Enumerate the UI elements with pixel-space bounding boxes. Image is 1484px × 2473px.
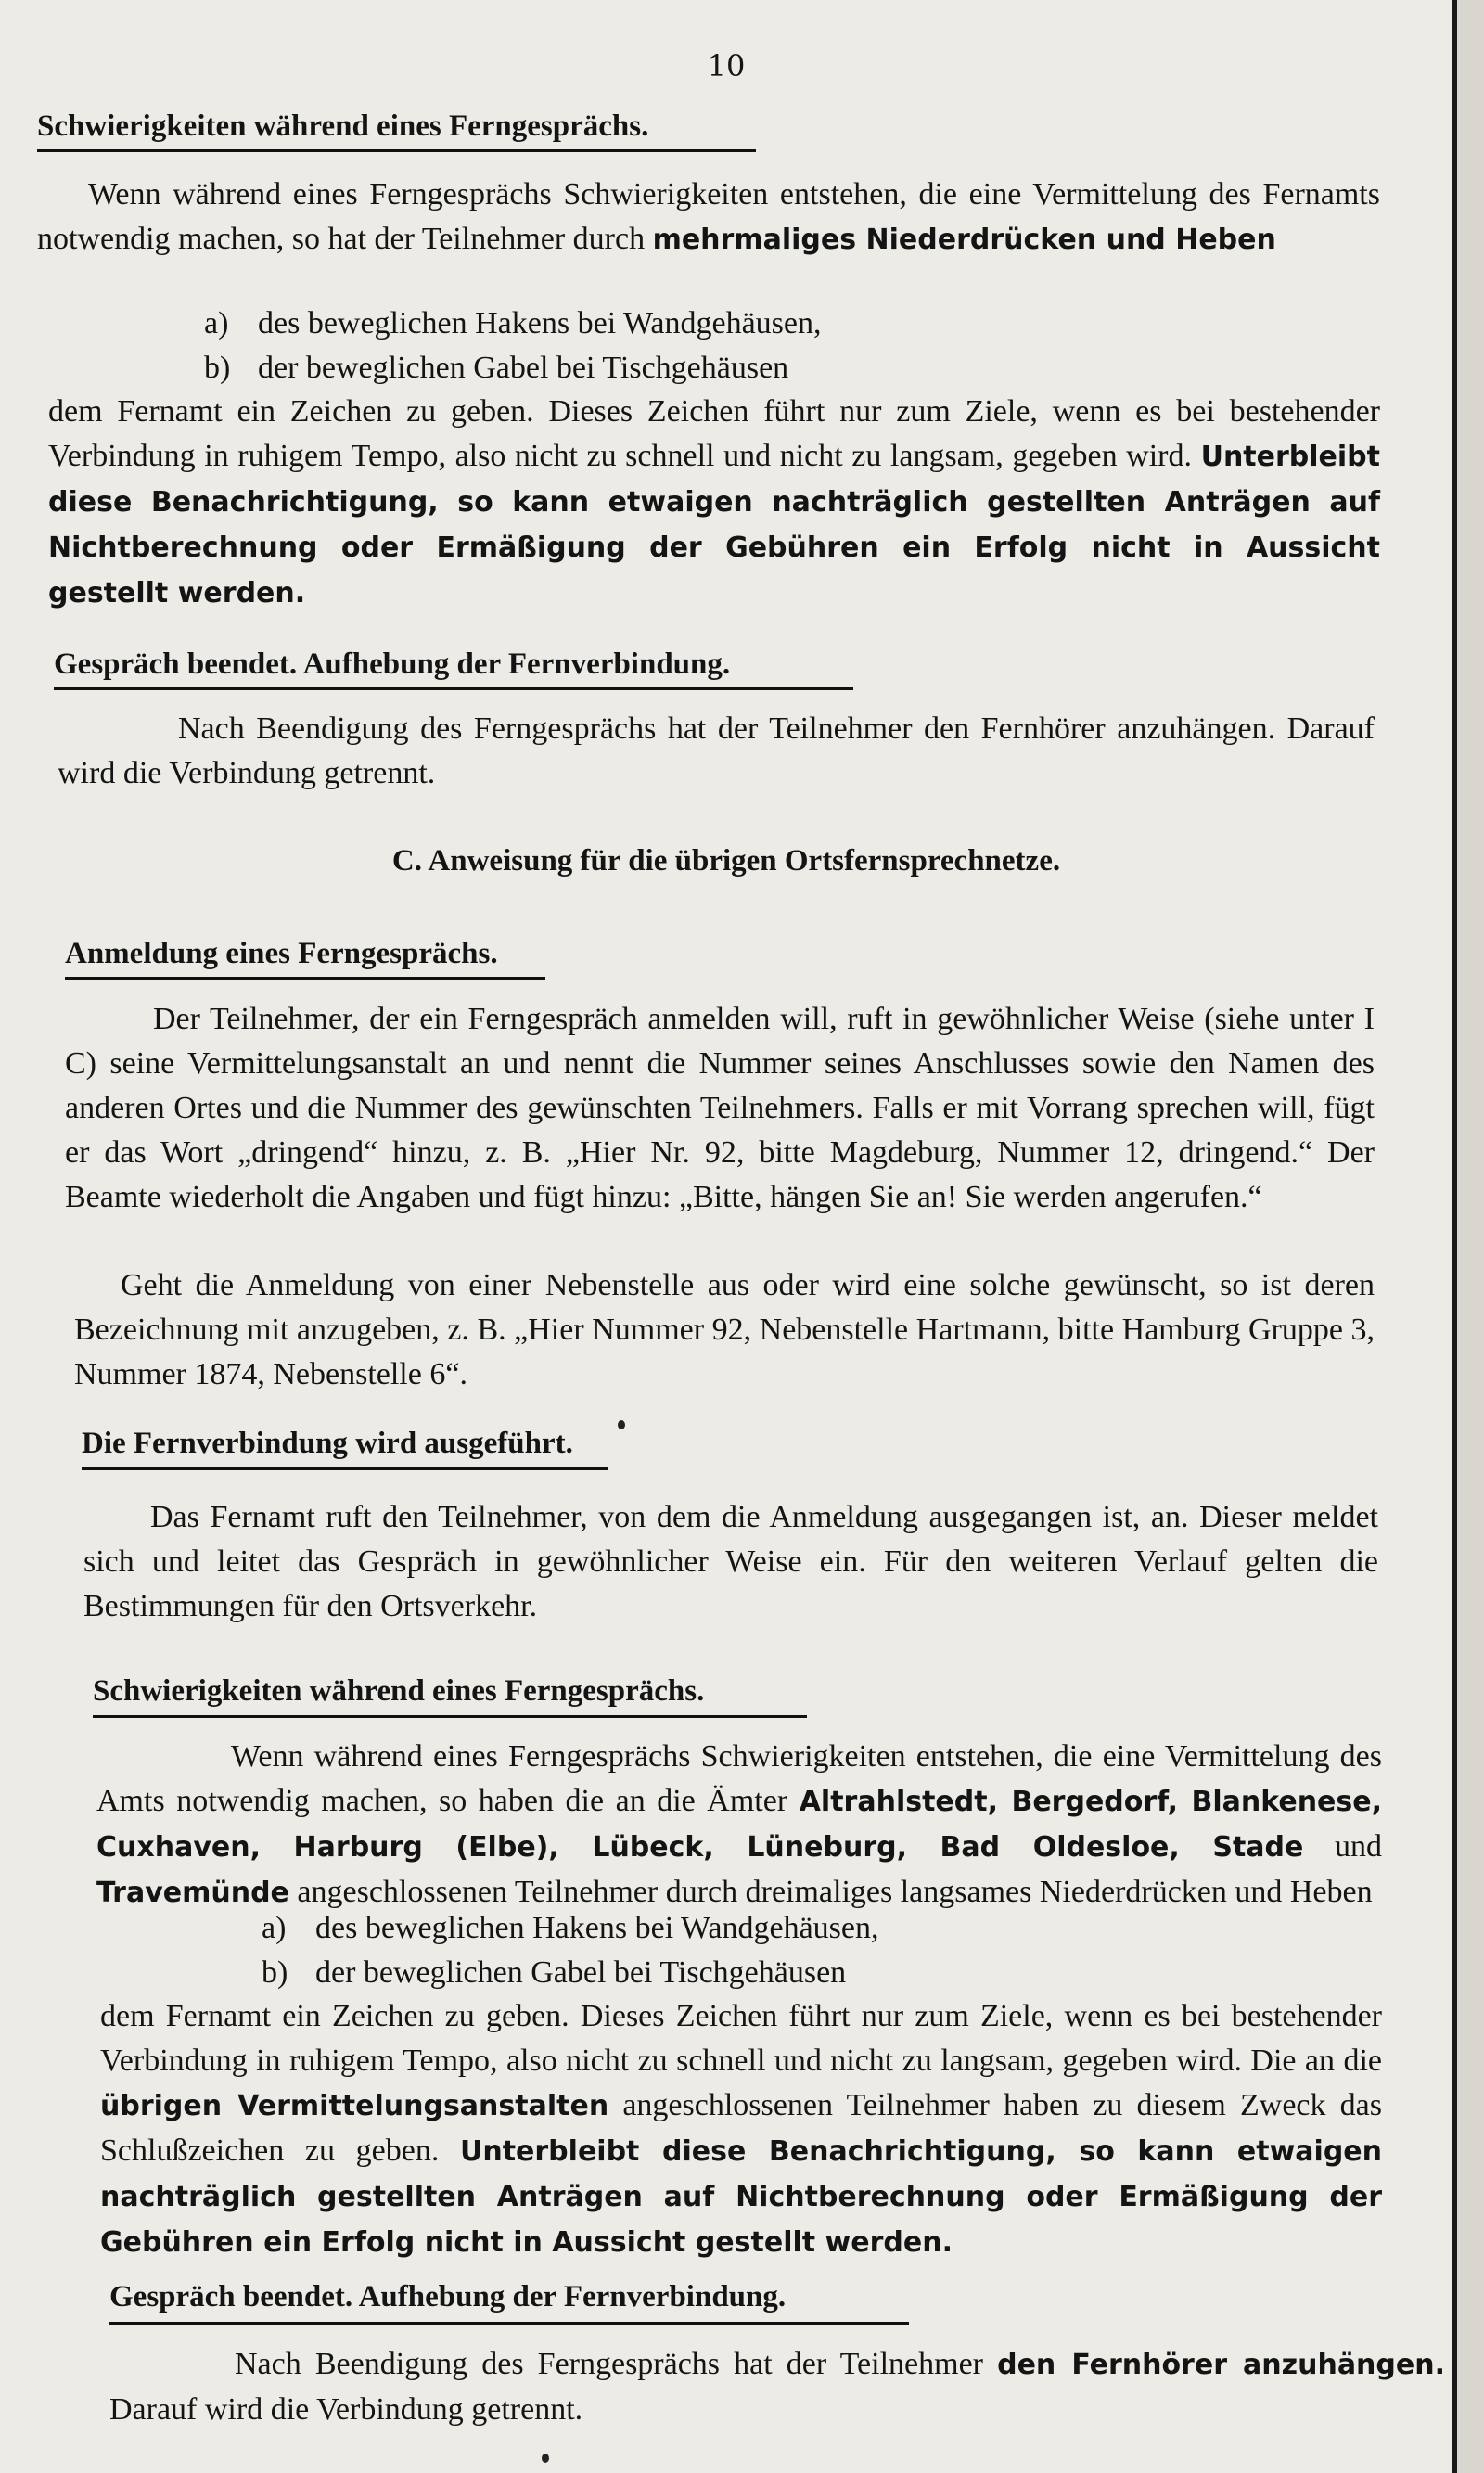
bold-text: Unterbleibt diese Benachrichtigung, so kann etwaigen nachträglich gestellten Anträgen auf Nichtberechnung oder Ermäßigung der Gebühren ein Erfolg nicht in Aussicht gestellt werden.	[48, 441, 1380, 609]
paragraph-call-ended-2	[109, 2342, 1445, 2432]
paragraph-text: Der Teilnehmer, der ein Ferngespräch anmelden will, ruft in gewöhnlicher Weise (siehe unter I C) seine Vermittelungsanstalt an und nennt die Nummer seines Anschlusses sowie den Namen des anderen Ortes und die Nummer des gewünschten Teilnehmers. Falls er mit Vorrang sprechen will, fügt er das Wort „dringend“ hinzu, z. B. „Hier Nr. 92, bitte Magdeburg, Nummer 12, dringend.“ Der Beamte wiederholt die Angaben und fügt hinzu: „Bitte, hängen Sie an! Sie werden angerufen.“	[65, 1002, 1375, 1214]
paragraph-connection-executed	[83, 1495, 1378, 1629]
list-item-text: des beweglichen Hakens bei Wandgehäusen,	[258, 306, 822, 340]
bold-text: übrigen Vermittelungsanstalten	[100, 2090, 609, 2122]
paragraph-registration	[65, 997, 1375, 1220]
paragraph-text: angeschlossenen Teilnehmer durch dreimaliges langsames Niederdrücken und Heben	[288, 1875, 1373, 1909]
paragraph-text: dem Fernamt ein Zeichen zu geben. Dieses Zeichen führt nur zum Ziele, wenn es bei bestehender Verbindung in ruhigem Tempo, also nicht zu schnell und nicht zu langsam, gegeben wird. Die an die	[100, 1999, 1382, 2078]
list-item-label: a)	[204, 306, 229, 340]
heading-underline	[93, 1715, 807, 1718]
list-item-text: des beweglichen Hakens bei Wandgehäusen,	[315, 1911, 879, 1945]
paragraph-text: Nach Beendigung des Ferngesprächs hat der Teilnehmer den Fernhörer anzuhängen. Darauf wird die Verbindung getrennt.	[58, 711, 1375, 790]
bold-text: mehrmaliges Niederdrücken und Heben	[652, 224, 1276, 256]
paragraph-text: und	[1303, 1829, 1383, 1864]
paragraph-text: Darauf wird die Verbindung getrennt.	[109, 2392, 583, 2427]
section-heading-difficulties-2: Schwierigkeiten während eines Ferngesprächs.	[93, 1674, 705, 1708]
paragraph-text: Nach Beendigung des Ferngesprächs hat der Teilnehmer	[235, 2347, 998, 2381]
list-item-label: b)	[262, 1955, 288, 1990]
paragraph-text: dem Fernamt ein Zeichen zu geben. Dieses Zeichen führt nur zum Ziele, wenn es bei bestehender Verbindung in ruhigem Tempo, also nicht zu schnell und nicht zu langsam, gegeben wird.	[48, 394, 1380, 473]
list-item-b	[204, 351, 788, 386]
paragraph-difficulties-intro	[37, 173, 1380, 263]
list-item-text: der beweglichen Gabel bei Tischgehäusen	[315, 1955, 847, 1990]
list-item-a	[204, 306, 821, 341]
section-c-title: C. Anweisung für die übrigen Ortsfernsprechnetze.	[391, 844, 1061, 878]
heading-underline	[54, 687, 853, 690]
paragraph-difficulties-2-intro	[96, 1735, 1382, 1916]
section-heading-registration: Anmeldung eines Ferngesprächs.	[65, 937, 498, 970]
paragraph-call-ended	[58, 707, 1375, 796]
bold-office-names: Altrahlstedt, Bergedorf, Blankenese, Cuxhaven, Harburg (Elbe), Lübeck, Lüneburg, Bad Oldesloe, Stade	[96, 1786, 1383, 1864]
list-item-a	[262, 1911, 878, 1946]
ink-speck	[618, 1420, 625, 1429]
heading-underline	[65, 977, 545, 980]
list-item-text: der beweglichen Gabel bei Tischgehäusen	[258, 351, 789, 385]
section-heading-call-ended: Gespräch beendet. Aufhebung der Fernverbindung.	[54, 647, 731, 681]
paragraph-text: Wenn während eines Ferngesprächs Schwierigkeiten entstehen, die eine Vermittelung des Fernamts notwendig machen, so hat der Teilnehmer durch	[37, 177, 1380, 256]
section-heading-difficulties: Schwierigkeiten während eines Ferngesprächs.	[37, 109, 649, 143]
heading-underline	[109, 2322, 909, 2325]
paragraph-text: Geht die Anmeldung von einer Nebenstelle aus oder wird eine solche gewünscht, so ist deren Bezeichnung mit anzugeben, z. B. „Hier Nummer 92, Nebenstelle Hartmann, bitte Hamburg Gruppe 3, Nummer 1874, Nebenstelle 6“.	[74, 1268, 1375, 1391]
paragraph-text: Wenn während eines Ferngesprächs Schwierigkeiten entstehen, die eine Vermittelung des Amts notwendig machen, so haben die an die Ämter	[96, 1739, 1382, 1818]
list-item-label: a)	[262, 1911, 287, 1945]
bold-office-name: Travemünde	[96, 1877, 289, 1909]
list-item-label: b)	[204, 351, 231, 385]
paragraph-signal-instructions-2	[100, 1994, 1382, 2265]
ink-speck	[542, 2454, 549, 2463]
paragraph-signal-instructions	[48, 390, 1380, 616]
bold-text: den Fernhörer anzuhängen.	[997, 2349, 1445, 2381]
heading-underline	[82, 1467, 608, 1470]
heading-underline	[37, 149, 756, 152]
bold-text: Unterbleibt diese Benachrichtigung, so kann etwaigen nachträglich gestellten Anträgen auf Nichtberechnung oder Ermäßigung der Gebühren ein Erfolg nicht in Aussicht gestellt werden.	[100, 2135, 1383, 2259]
paragraph-extension	[74, 1263, 1375, 1397]
page-number: 10	[707, 48, 746, 83]
paragraph-text: Das Fernamt ruft den Teilnehmer, von dem die Anmeldung ausgegangen ist, an. Dieser meldet sich und leitet das Gespräch in gewöhnlicher Weise ein. Für den weiteren Verlauf gelten die Bestimmungen für den Ortsverkehr.	[83, 1500, 1378, 1623]
paragraph-text: angeschlossenen Teilnehmer haben zu diesem Zweck das Schlußzeichen zu geben.	[100, 2088, 1382, 2168]
page-edge	[1452, 0, 1484, 2473]
section-heading-call-ended-2: Gespräch beendet. Aufhebung der Fernverbindung.	[109, 2280, 787, 2313]
list-item-b	[262, 1955, 846, 1991]
section-heading-connection-executed: Die Fernverbindung wird ausgeführt.	[82, 1427, 573, 1460]
